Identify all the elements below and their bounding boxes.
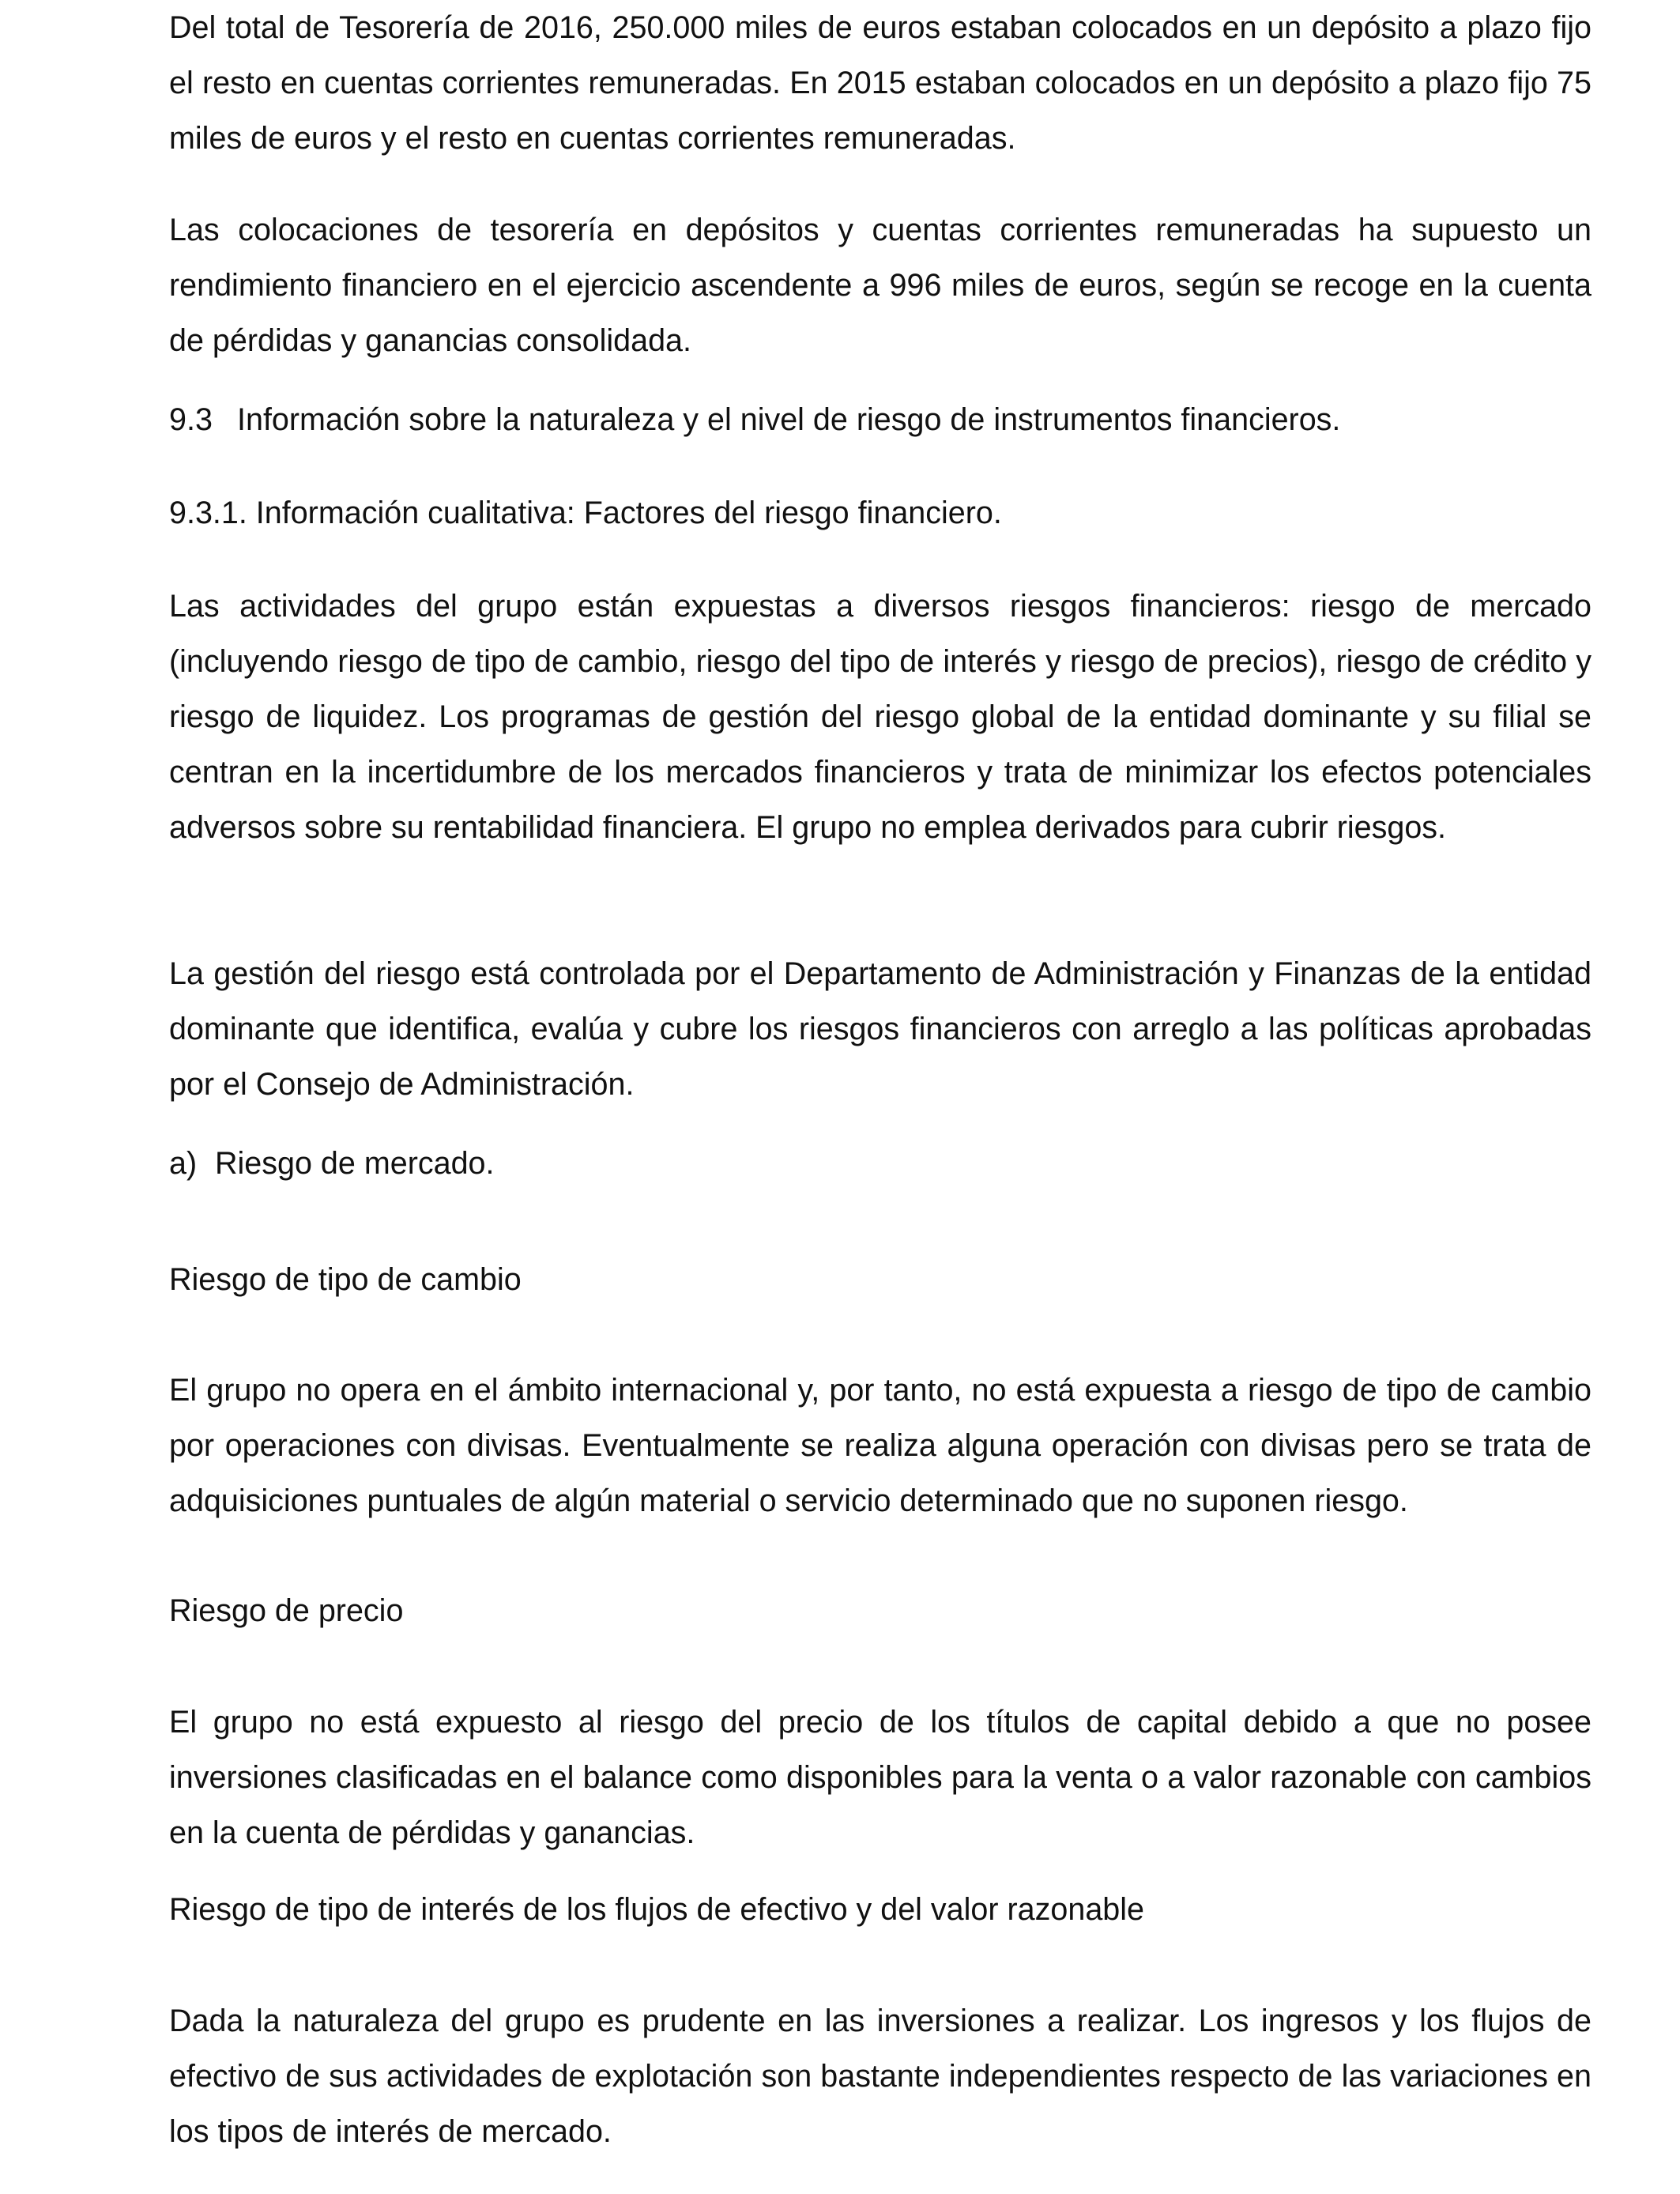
heading-riesgo-precio: Riesgo de precio bbox=[169, 1593, 404, 1628]
paragraph-gestion-riesgo: La gestión del riesgo está controlada por el Departamento de Administración y Finanzas de la entidad dominante que identifica, evalúa y cubre los riesgos financieros con arreglo a las políticas aprobadas por el Consejo de Administración. bbox=[169, 956, 1591, 1102]
paragraph-tipo-interes: Dada la naturaleza del grupo es prudente en las inversiones a realizar. Los ingresos y los flujos de efectivo de sus actividades de explotación son bastante independientes respecto de las variaciones en los tipos de interés de mercado. bbox=[169, 2004, 1591, 2149]
heading-riesgo-tipo-cambio: Riesgo de tipo de cambio bbox=[169, 1262, 522, 1297]
heading-riesgo-mercado bbox=[169, 1136, 1591, 1191]
paragraph-tipo-cambio: El grupo no opera en el ámbito internacional y, por tanto, no está expuesta a riesgo de tipo de cambio por operaciones con divisas. Eventualmente se realiza alguna operación con divisas pero se trata de adquisiciones puntuales de algún material o servicio determinado que no suponen riesgo. bbox=[169, 1373, 1591, 1518]
heading-riesgo-mercado-text: Riesgo de mercado. bbox=[215, 1146, 495, 1181]
paragraph-riesgo-precio: El grupo no está expuesto al riesgo del precio de los títulos de capital debido a que no posee inversiones clasificadas en el balance como disponibles para la venta o a valor razonable con cambios en la cuenta de pérdidas y ganancias. bbox=[169, 1705, 1591, 1850]
heading-riesgo-tipo-interes: Riesgo de tipo de interés de los flujos de efectivo y del valor razonable bbox=[169, 1892, 1145, 1927]
paragraph-rendimiento-financiero: Las colocaciones de tesorería en depósitos y cuentas corrientes remuneradas ha supuesto un rendimiento financiero en el ejercicio ascendente a 996 miles de euros, según se recoge en la cuenta de pérdidas y ganancias consolidada. bbox=[169, 213, 1591, 358]
heading-9-3-text: Información sobre la naturaleza y el nivel de riesgo de instrumentos financieros. bbox=[237, 402, 1341, 437]
paragraph-actividades-riesgos: Las actividades del grupo están expuestas a diversos riesgos financieros: riesgo de mercado (incluyendo riesgo de tipo de cambio, riesgo del tipo de interés y riesgo de precios), riesgo de crédito y riesgo de liquidez. Los programas de gestión del riesgo global de la entidad dominante y su filial se centran en la incertidumbre de los mercados financieros y trata de minimizar los efectos potenciales adversos sobre su rentabilidad financiera. El grupo no emplea derivados para cubrir riesgos. bbox=[169, 589, 1591, 845]
heading-riesgo-mercado-letter: a) bbox=[169, 1146, 198, 1181]
heading-9-3-1: 9.3.1. Información cualitativa: Factores del riesgo financiero. bbox=[169, 496, 1002, 530]
paragraph-tesoreria-depositos: Del total de Tesorería de 2016, 250.000 miles de euros estaban colocados en un depósito a plazo fijo el resto en cuentas corrientes remuneradas. En 2015 estaban colocados en un depósito a plazo fijo 75 miles de euros y el resto en cuentas corrientes remuneradas. bbox=[169, 10, 1591, 156]
heading-9-3-number: 9.3 bbox=[169, 402, 213, 437]
heading-9-3 bbox=[169, 392, 1591, 447]
